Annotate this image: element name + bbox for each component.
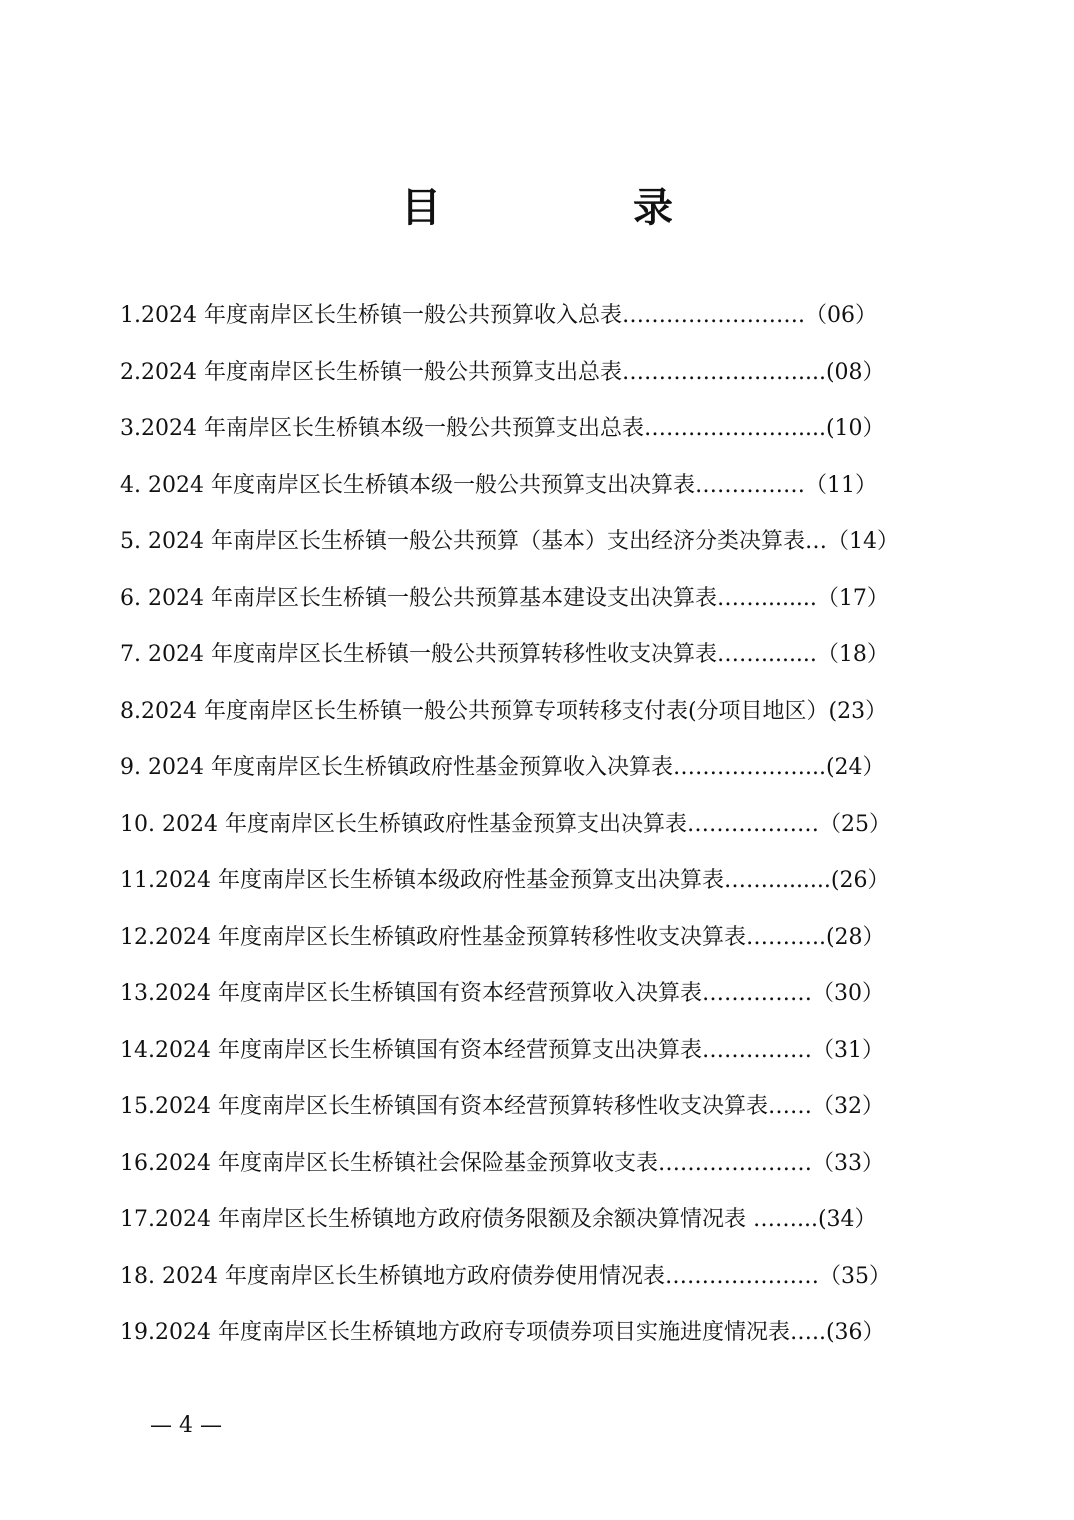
table-of-contents: [120, 294, 960, 1368]
toc-entry-8[interactable]: 8.2024 年度南岸区长生桥镇一般公共预算专项转移支付表(分项目地区）(23）: [120, 698, 888, 724]
toc-entry-18[interactable]: 18. 2024 年度南岸区长生桥镇地方政府债券使用情况表…………………（35）: [120, 1263, 891, 1289]
toc-entry-4[interactable]: 4. 2024 年度南岸区长生桥镇本级一般公共预算支出决算表……………（11）: [120, 472, 877, 498]
toc-entry-6[interactable]: 6. 2024 年南岸区长生桥镇一般公共预算基本建设支出决算表……........（17）: [120, 585, 889, 611]
toc-entry-1[interactable]: 1.2024 年度南岸区长生桥镇一般公共预算收入总表…………………….（06）: [120, 303, 877, 328]
toc-entry-5[interactable]: 5. 2024 年南岸区长生桥镇一般公共预算（基本）支出经济分类决算表…（14）: [120, 529, 899, 554]
toc-entry-12[interactable]: 12.2024 年度南岸区长生桥镇政府性基金预算转移性收支决算表………..(28）: [120, 924, 885, 950]
toc-entry-17[interactable]: 17.2024 年南岸区长生桥镇地方政府债务限额及余额决算情况表 ……...(34）: [120, 1207, 877, 1232]
toc-entry-3[interactable]: 3.2024 年南岸区长生桥镇本级一般公共预算支出总表…………………....(10）: [120, 416, 885, 441]
toc-entry-10[interactable]: 10. 2024 年度南岸区长生桥镇政府性基金预算支出决算表………………（25）: [120, 811, 891, 837]
toc-entry-7[interactable]: 7. 2024 年度南岸区长生桥镇一般公共预算转移性收支决算表……........（18）: [120, 642, 889, 667]
toc-entry-13[interactable]: 13.2024 年度南岸区长生桥镇国有资本经营预算收入决算表……………（30）: [120, 981, 884, 1006]
page-number: — 4 —: [150, 1413, 222, 1438]
toc-entry-14[interactable]: 14.2024 年度南岸区长生桥镇国有资本经营预算支出决算表……………（31）: [120, 1037, 884, 1063]
page-title: 目 录: [401, 185, 749, 231]
toc-entry-2[interactable]: 2.2024 年度南岸区长生桥镇一般公共预算支出总表……………………....(08）: [120, 359, 885, 385]
toc-entry-16[interactable]: 16.2024 年度南岸区长生桥镇社会保险基金预算收支表…………………（33）: [120, 1150, 884, 1176]
toc-entry-15[interactable]: 15.2024 年度南岸区长生桥镇国有资本经营预算转移性收支决算表……（32）: [120, 1094, 884, 1119]
toc-entry-9[interactable]: 9. 2024 年度南岸区长生桥镇政府性基金预算收入决算表………………...(24）: [120, 755, 885, 780]
toc-entry-11[interactable]: 11.2024 年度南岸区长生桥镇本级政府性基金预算支出决算表…….........(26）: [120, 868, 890, 893]
toc-entry-19[interactable]: 19.2024 年度南岸区长生桥镇地方政府专项债券项目实施进度情况表…..(36）: [120, 1320, 885, 1345]
